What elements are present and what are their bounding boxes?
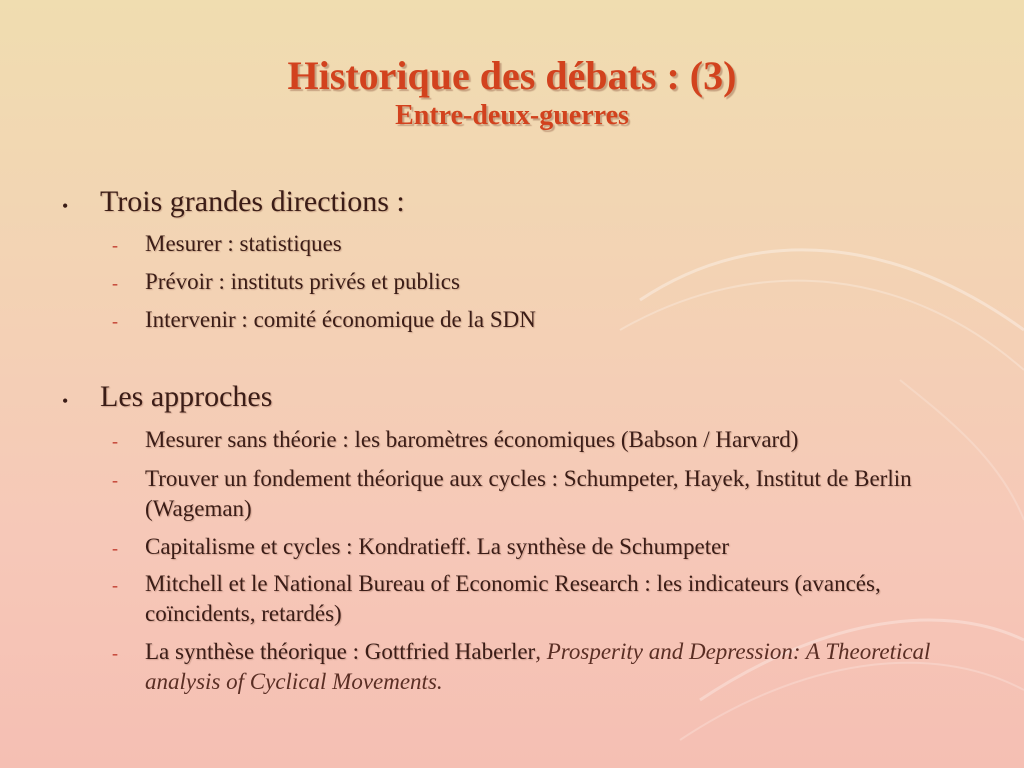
list-item: Mesurer sans théorie : les baromètres économiques (Babson / Harvard) bbox=[145, 427, 799, 452]
slide-subtitle: Entre-deux-guerres bbox=[395, 100, 629, 131]
list-item: Intervenir : comité économique de la SDN bbox=[145, 307, 536, 332]
dash-marker: - bbox=[112, 538, 118, 558]
dash-marker: - bbox=[112, 431, 118, 451]
dash-marker: - bbox=[112, 643, 118, 663]
list-item-haberler bbox=[145, 637, 975, 697]
section-heading-directions: Trois grandes directions : bbox=[100, 185, 405, 218]
section-heading-approches: Les approches bbox=[100, 380, 273, 413]
slide-title: Historique des débats : (3) bbox=[287, 53, 737, 98]
dash-marker: - bbox=[112, 235, 118, 255]
dash-marker: - bbox=[112, 575, 118, 595]
haberler-separator: , bbox=[535, 639, 547, 664]
bullet-marker: • bbox=[62, 391, 69, 411]
dash-marker: - bbox=[112, 470, 118, 490]
list-item: Capitalisme et cycles : Kondratieff. La synthèse de Schumpeter bbox=[145, 534, 729, 559]
haberler-end: . bbox=[436, 669, 443, 694]
dash-marker: - bbox=[112, 311, 118, 331]
bullet-marker: • bbox=[62, 196, 69, 216]
list-item: Trouver un fondement théorique aux cycles : Schumpeter, Hayek, Institut de Berlin (Wageman) bbox=[145, 466, 912, 521]
list-item: Mitchell et le National Bureau of Economic Research : les indicateurs (avancés, coïncidents, retardés) bbox=[145, 571, 881, 626]
haberler-text: La synthèse théorique : Gottfried Haberler bbox=[145, 639, 536, 664]
book-title: Prosperity and Depression: A Theoretical analysis of Cyclical Movements bbox=[145, 639, 931, 694]
dash-marker: - bbox=[112, 273, 118, 293]
list-item: Prévoir : instituts privés et publics bbox=[145, 269, 460, 294]
list-item: Mesurer : statistiques bbox=[145, 231, 342, 256]
